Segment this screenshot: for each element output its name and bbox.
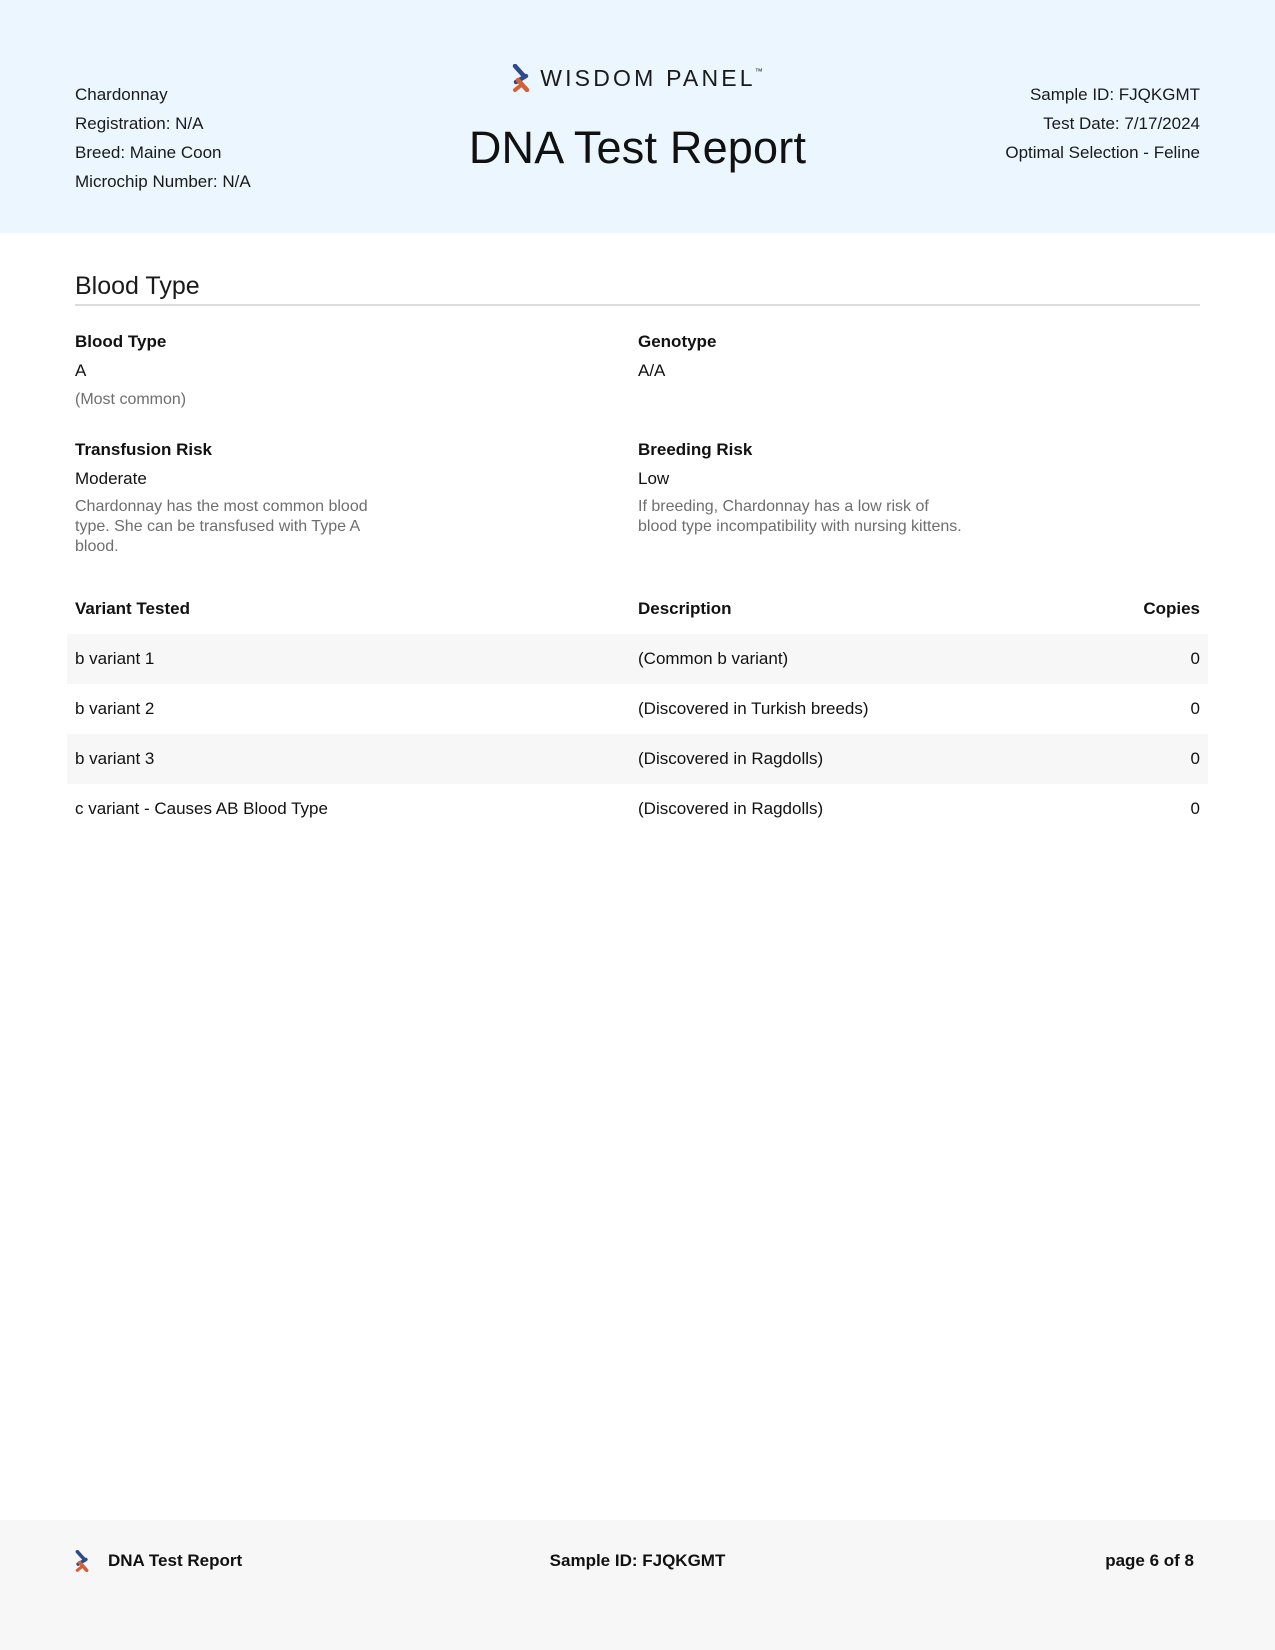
breeding-risk-field xyxy=(638,435,968,537)
variant-copies: 0 xyxy=(1190,649,1200,668)
transfusion-risk-label: Transfusion Risk xyxy=(75,440,212,459)
variant-copies: 0 xyxy=(1190,799,1200,818)
variant-copies: 0 xyxy=(1190,749,1200,768)
breeding-risk-note: If breeding, Chardonnay has a low risk of blood type incompatibility with nursing kittens. xyxy=(638,498,962,535)
blood-type-note: (Most common) xyxy=(75,391,187,408)
variant-description: (Discovered in Turkish breeds) xyxy=(638,699,869,718)
transfusion-risk-field xyxy=(75,435,405,557)
breeding-risk-label: Breeding Risk xyxy=(638,440,753,459)
report-header xyxy=(0,0,1275,233)
genotype-value: A/A xyxy=(638,361,666,380)
blood-type-label: Blood Type xyxy=(75,332,167,351)
header-variant-tested: Variant Tested xyxy=(75,599,190,618)
pet-registration: Registration: N/A xyxy=(75,114,204,133)
wisdom-panel-logo-icon xyxy=(512,64,530,92)
brand-trademark: ™ xyxy=(754,66,763,76)
footer-report-title: DNA Test Report xyxy=(108,1551,243,1570)
variant-description: (Discovered in Ragdolls) xyxy=(638,749,824,768)
transfusion-risk-note: Chardonnay has the most common blood type. She can be transfused with Type A blood. xyxy=(75,498,368,555)
test-date: Test Date: 7/17/2024 xyxy=(1043,114,1200,133)
header-copies: Copies xyxy=(1143,599,1200,618)
transfusion-risk-value: Moderate xyxy=(75,469,147,488)
variant-description: (Common b variant) xyxy=(638,649,789,668)
page-title: DNA Test Report xyxy=(468,122,807,173)
pet-name: Chardonnay xyxy=(75,85,168,104)
variant-name: c variant - Causes AB Blood Type xyxy=(75,799,328,818)
section-title: Blood Type xyxy=(75,272,1200,306)
variant-name: b variant 2 xyxy=(75,699,155,718)
blood-type-value: A xyxy=(75,361,87,380)
variant-copies: 0 xyxy=(1190,699,1200,718)
variant-table xyxy=(67,634,1208,834)
variant-table-header xyxy=(75,594,1200,624)
table-row xyxy=(67,634,1208,684)
footer-right xyxy=(1105,1546,1194,1577)
genotype-label: Genotype xyxy=(638,332,717,351)
test-info xyxy=(1005,80,1200,167)
variant-name: b variant 3 xyxy=(75,749,155,768)
variant-description: (Discovered in Ragdolls) xyxy=(638,799,824,818)
pet-microchip: Microchip Number: N/A xyxy=(75,172,251,191)
footer-sample-id: Sample ID: FJQKGMT xyxy=(549,1551,726,1570)
pet-breed: Breed: Maine Coon xyxy=(75,143,222,162)
brand-name: WISDOM PANEL xyxy=(540,64,756,91)
breeding-risk-value: Low xyxy=(638,469,670,488)
sample-id: Sample ID: FJQKGMT xyxy=(1029,85,1200,104)
page-footer xyxy=(0,1520,1275,1650)
test-panel: Optimal Selection - Feline xyxy=(1005,143,1200,162)
page-number: page 6 of 8 xyxy=(1105,1551,1194,1570)
table-row xyxy=(67,734,1208,784)
footer-center xyxy=(0,1546,1275,1577)
variant-name: b variant 1 xyxy=(75,649,155,668)
table-row xyxy=(67,784,1208,834)
header-description: Description xyxy=(638,599,732,618)
blood-type-field xyxy=(75,327,405,414)
table-row xyxy=(67,684,1208,734)
genotype-field xyxy=(638,327,716,385)
